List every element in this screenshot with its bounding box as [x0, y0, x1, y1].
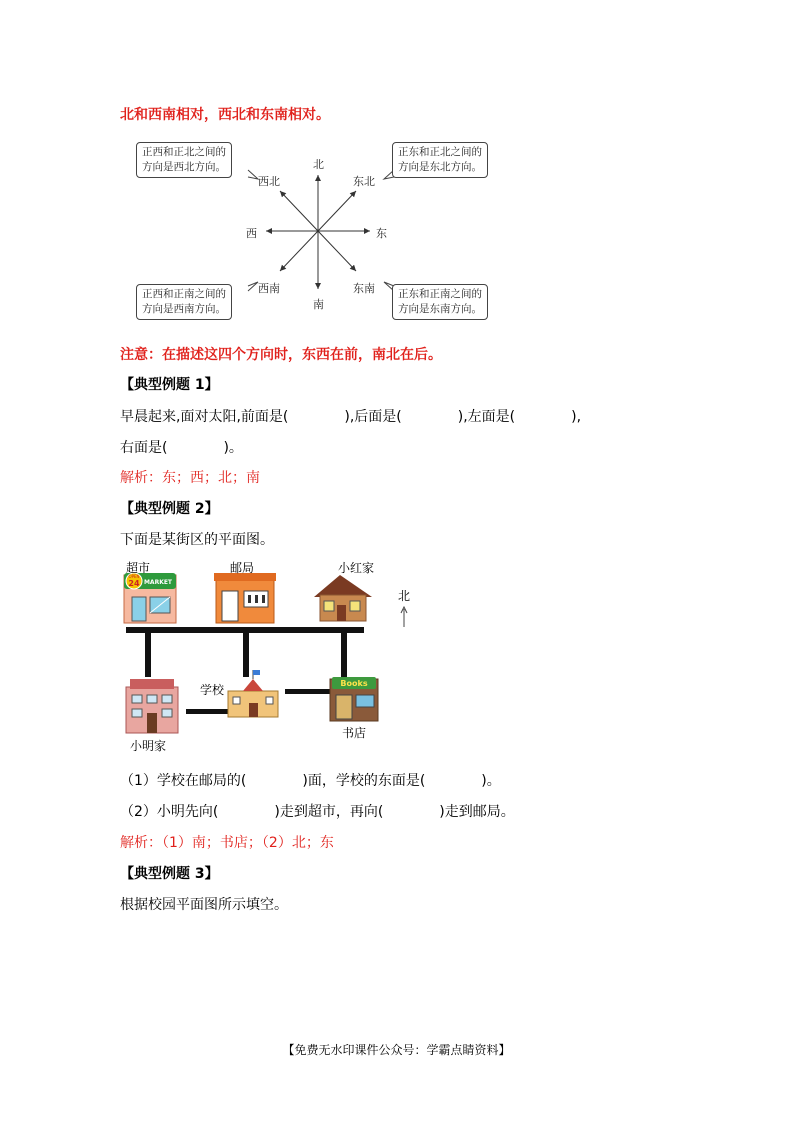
label-school: 学校 [200, 683, 225, 697]
label-southeast: 东南 [353, 282, 375, 295]
callout-nw-tail [248, 170, 258, 179]
example1-heading: 【典型例题 1】 [120, 377, 219, 393]
label-xiaohong-home: 小红家 [338, 561, 375, 575]
example2-question2: （2）小明先向( )走到超市，再向( )走到邮局。 [120, 804, 515, 820]
bookstore-sign: Books [340, 679, 368, 688]
example2-answer: 解析：（1）南；书店；（2）北；东 [120, 835, 334, 851]
label-west: 西 [246, 227, 257, 240]
label-bookstore: 书店 [342, 726, 367, 740]
label-northeast: 东北 [353, 175, 375, 188]
example1-answer: 解析：东；西；北；南 [120, 470, 260, 486]
road-xiaohong [341, 633, 347, 677]
example3-heading: 【典型例题 3】 [120, 866, 219, 882]
road-school-west [186, 709, 228, 714]
post-office-icon [214, 573, 276, 623]
callout-sw: 正西和正南之间的 方向是西南方向。 [136, 284, 232, 320]
xiaoming-home-icon [126, 679, 178, 733]
example1-question-line2: 右面是( )。 [120, 440, 243, 456]
label-xiaoming-home: 小明家 [130, 739, 167, 753]
callout-nw: 正西和正北之间的 方向是西北方向。 [136, 142, 232, 178]
label-south: 南 [313, 298, 324, 311]
label-post-office: 邮局 [230, 561, 255, 575]
example3-intro: 根据校园平面图所示填空。 [120, 897, 288, 913]
xiaohong-home-icon [314, 575, 372, 621]
street-map [110, 555, 430, 760]
supermarket-sign-top: OPEN [128, 574, 140, 579]
main-road [126, 627, 364, 633]
label-northwest: 西北 [258, 175, 280, 188]
label-southwest: 西南 [258, 282, 280, 295]
supermarket-sign-word: MARKET [143, 579, 173, 586]
label-supermarket: 超市 [126, 561, 151, 575]
label-north-map: 北 [398, 589, 411, 603]
example2-question1: （1）学校在邮局的( )面，学校的东面是( )。 [120, 773, 501, 789]
note-line: 注意：在描述这四个方向时，东西在前，南北在后。 [120, 347, 442, 363]
road-school-east [285, 689, 330, 694]
footer-note: 【免费无水印课件公众号：学霸点睛资料】 [282, 1043, 511, 1057]
callout-ne: 正东和正北之间的 方向是东北方向。 [392, 142, 488, 178]
example2-heading: 【典型例题 2】 [120, 501, 219, 517]
callout-se: 正东和正南之间的 方向是东南方向。 [392, 284, 488, 320]
school-icon [228, 670, 278, 717]
label-east: 东 [376, 227, 387, 240]
supermarket-sign-num: 24 [128, 579, 140, 588]
intro-line: 北和西南相对，西北和东南相对。 [120, 107, 330, 123]
road-post-office [243, 633, 249, 677]
example1-question-line1: 早晨起来,面对太阳,前面是( ),后面是( ),左面是( ), [120, 409, 582, 425]
label-north: 北 [313, 158, 324, 171]
callout-sw-tail [248, 282, 258, 291]
example2-intro: 下面是某街区的平面图。 [120, 532, 274, 548]
road-supermarket [145, 633, 151, 677]
